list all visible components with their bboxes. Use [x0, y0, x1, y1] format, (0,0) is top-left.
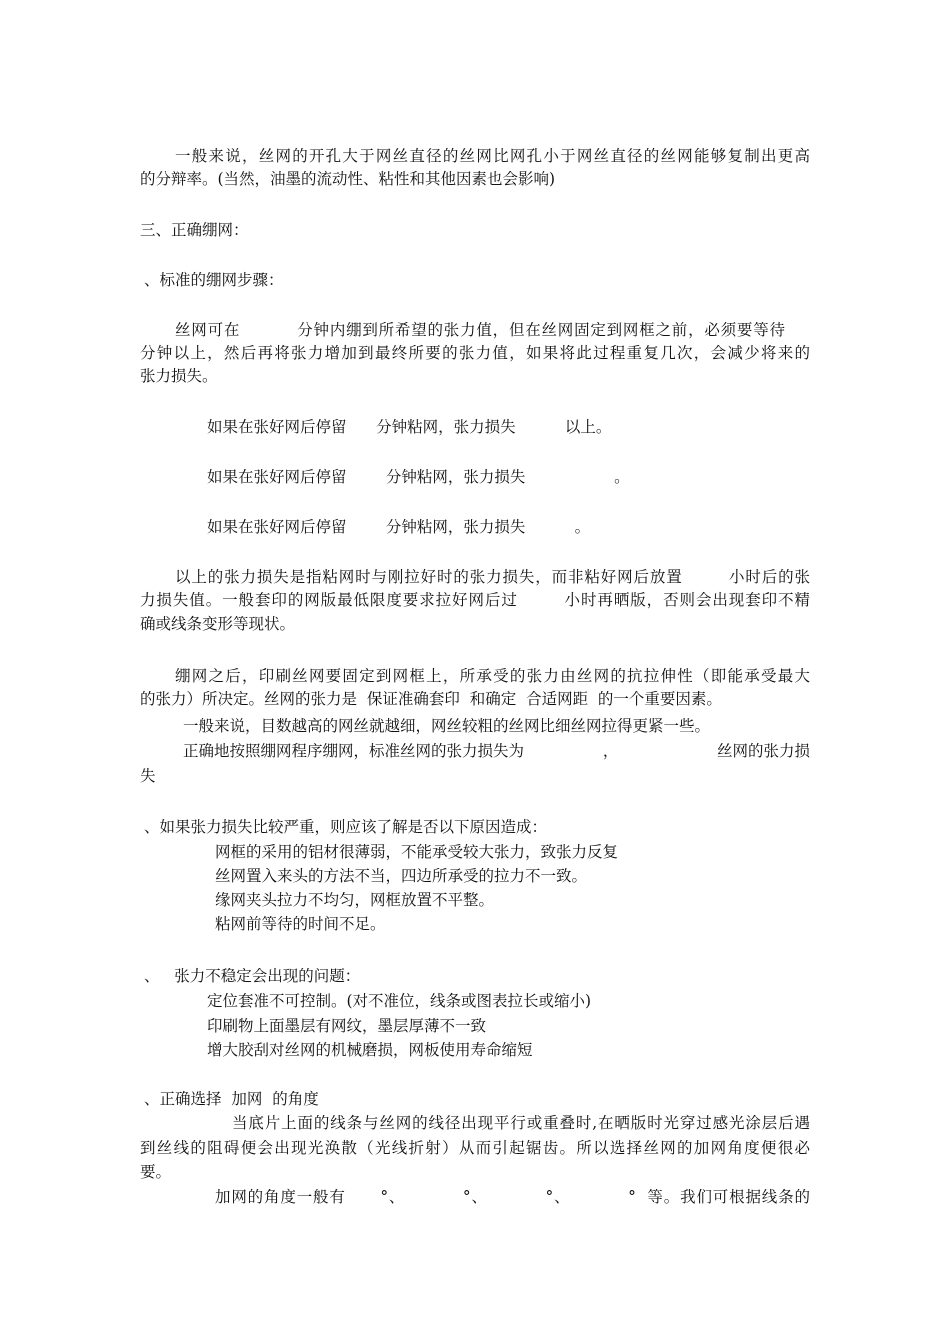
list-item: 粘网前等待的时间不足。 — [215, 915, 386, 933]
indented-line: 如果在张好网后停留 分钟粘网，张力损失 。 — [207, 518, 591, 536]
paragraph-line: 到丝线的阻碍便会出现光涣散（光线折射）从而引起锯齿。所以选择丝网的加网角度便很必 — [140, 1139, 810, 1157]
list-item: 增大胶刮对丝网的机械磨损，网板使用寿命缩短 — [207, 1041, 533, 1059]
list-item: 缘网夹头拉力不均匀，网框放置不平整。 — [215, 891, 495, 909]
subsection-heading: 、标准的绷网步骤： — [144, 271, 284, 289]
indented-line: 如果在张好网后停留 分钟粘网，张力损失 。 — [207, 468, 630, 486]
paragraph-line: 丝网可在 分钟内绷到所希望的张力值，但在丝网固定到网框之前，必须要等待 — [175, 321, 785, 339]
subsection-heading: 、正确选择 加网 的角度 — [144, 1090, 319, 1108]
paragraph-line: 绷网之后，印刷丝网要固定到网框上，所承受的张力由丝网的抗拉伸性（即能承受最大 — [175, 667, 810, 685]
paragraph-line: 力损失值。一般套印的网版最低限度要求拉好网后过 小时再晒版，否则会出现套印不精 — [140, 591, 810, 609]
paragraph-line: 以上的张力损失是指粘网时与刚拉好时的张力损失，而非粘好网后放置 小时后的张 — [175, 568, 810, 586]
paragraph-line: 加网的角度一般有 °、 °、 °、 ° 等。我们可根据线条的 — [215, 1188, 810, 1206]
paragraph-line: 的张力）所决定。丝网的张力是 保证准确套印 和确定 合适网距 的一个重要因素。 — [140, 690, 722, 708]
paragraph-line: 一般来说，目数越高的网丝就越细，网丝较粗的丝网比细丝网拉得更紧一些。 — [183, 717, 711, 735]
list-item: 定位套准不可控制。(对不准位，线条或图表拉长或缩小) — [207, 992, 592, 1010]
subsection-heading: 、 张力不稳定会出现的问题： — [144, 967, 361, 985]
indented-line: 如果在张好网后停留 分钟粘网，张力损失 以上。 — [207, 418, 612, 436]
paragraph-line: 的分辩率。(当然，油墨的流动性、粘性和其他因素也会影响) — [140, 170, 556, 188]
paragraph-line: 正确地按照绷网程序绷网，标准丝网的张力损失为 ， 丝网的张力损 — [183, 742, 810, 760]
list-item: 网框的采用的铝材很薄弱，不能承受较大张力，致张力反复 — [215, 843, 619, 861]
subsection-heading: 、如果张力损失比较严重，则应该了解是否以下原因造成： — [144, 818, 548, 836]
paragraph-line: 确或线条变形等现状。 — [140, 615, 296, 633]
paragraph-line: 失 — [140, 767, 156, 785]
paragraph-line: 当底片上面的线条与丝网的线径出现平行或重叠时,在晒版时光穿过感光涂层后遇 — [232, 1114, 810, 1132]
paragraph-line: 要。 — [140, 1163, 172, 1181]
list-item: 印刷物上面墨层有网纹，墨层厚薄不一致 — [207, 1017, 487, 1035]
paragraph-line: 一般来说，丝网的开孔大于网丝直径的丝网比网孔小于网丝直径的丝网能够复制出更高 — [175, 147, 810, 165]
section-heading: 三、正确绷网： — [140, 221, 249, 239]
paragraph-line: 张力损失。 — [140, 367, 218, 385]
list-item: 丝网置入来头的方法不当，四边所承受的拉力不一致。 — [215, 867, 588, 885]
paragraph-line: 分钟以上，然后再将张力增加到最终所要的张力值，如果将此过程重复几次，会减少将来的 — [140, 344, 810, 362]
